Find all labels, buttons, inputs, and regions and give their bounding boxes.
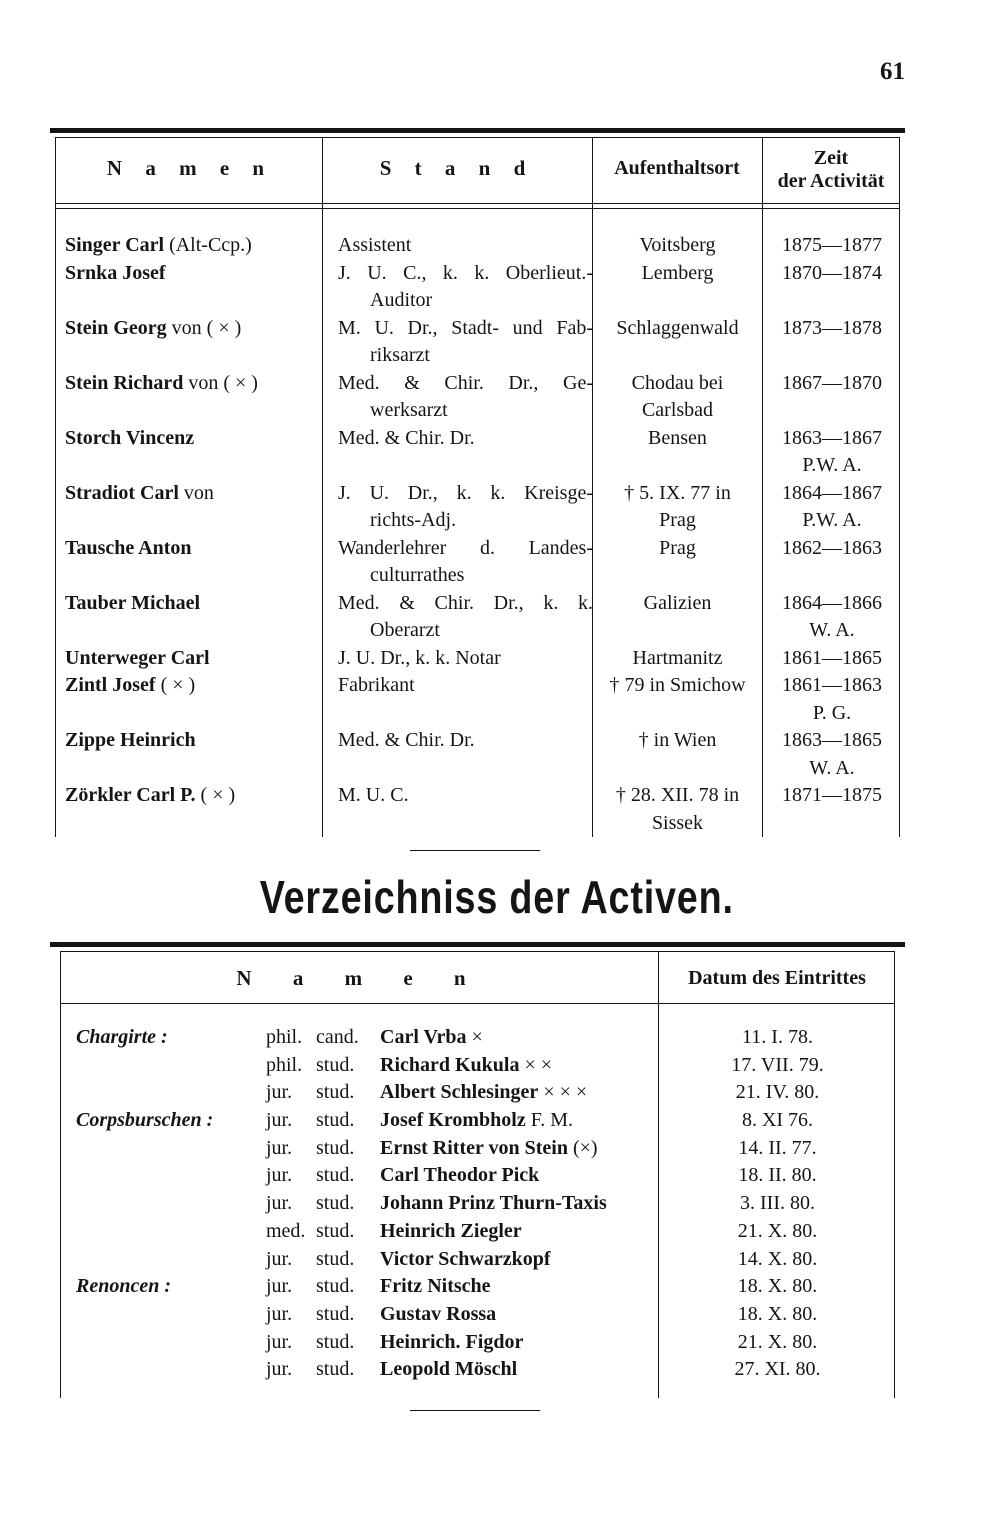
active-name-text: Carl Theodor Pick <box>380 1164 540 1187</box>
entry-date: 21. X. 80. <box>737 1219 818 1242</box>
active-name <box>380 1135 658 1163</box>
member-stand <box>338 645 593 673</box>
member-stand <box>338 480 593 535</box>
ort-line-1: Lemberg <box>641 261 714 284</box>
ort-line-2: Carlsbad <box>641 399 714 421</box>
study-level: stud. <box>316 1275 355 1298</box>
active-name <box>380 1024 658 1052</box>
member-name-text: Stein Richard <box>65 371 184 394</box>
entry-date: 27. XI. 80. <box>734 1358 821 1381</box>
table-row <box>60 1024 895 1052</box>
member-name-text: Srnka Josef <box>65 261 166 284</box>
zeit-line-1: 1861—1865 <box>782 646 882 669</box>
member-name <box>65 232 327 260</box>
stand-line-2: richts-Adj. <box>370 509 457 531</box>
table-row <box>60 1079 895 1107</box>
member-zeit <box>767 590 897 645</box>
member-name <box>65 645 327 673</box>
zeit-line-1: 1862—1863 <box>782 536 882 559</box>
header-namen: N a m e n <box>236 966 484 990</box>
member-name-text: Zörkler Carl P. <box>65 784 196 806</box>
active-name-text: Richard Kukula <box>380 1053 520 1076</box>
member-name <box>65 370 327 398</box>
member-zeit <box>767 315 897 343</box>
member-aufenthaltsort <box>595 782 760 837</box>
ort-line-1: † 5. IX. 77 in <box>624 481 731 504</box>
stand-line-1: Assistent <box>338 234 412 256</box>
table-row <box>55 425 900 480</box>
stand-line-1: J. U. Dr., k. k. Kreisge- <box>338 481 593 504</box>
zeit-line-2: W. A. <box>809 619 855 641</box>
member-name-suffix: von ( × ) <box>183 371 258 394</box>
entry-date: 11. I. 78. <box>742 1026 813 1048</box>
member-name-text: Stradiot Carl <box>65 481 179 504</box>
ort-line-1: Hartmanitz <box>632 646 723 669</box>
study-level: stud. <box>316 1136 355 1159</box>
member-name-text: Zippe Heinrich <box>65 729 196 751</box>
study-level: stud. <box>316 1109 355 1132</box>
faculty: jur. <box>266 1247 293 1270</box>
study-level: cand. <box>316 1026 359 1048</box>
header-namen: N a m e n <box>106 156 274 180</box>
study-level: stud. <box>316 1081 355 1104</box>
active-name <box>380 1356 658 1384</box>
table-row <box>55 370 900 425</box>
entry-date: 17. VII. 79. <box>731 1053 824 1076</box>
table-row <box>60 1246 895 1274</box>
faculty: jur. <box>266 1358 293 1381</box>
active-name-text: Leopold Möschl <box>380 1358 518 1381</box>
faculty: jur. <box>266 1136 293 1159</box>
faculty: jur. <box>266 1330 293 1353</box>
member-name-text: Unterweger Carl <box>65 646 210 669</box>
entry-date: 18. II. 80. <box>738 1164 817 1187</box>
page-number: 61 <box>880 58 905 85</box>
member-name-text: Singer Carl <box>65 234 165 256</box>
stand-line-1: J. U. Dr., k. k. Notar <box>338 646 501 669</box>
zeit-line-2: P. G. <box>812 701 852 724</box>
ort-line-1: † in Wien <box>638 729 717 751</box>
active-name <box>380 1246 658 1274</box>
entry-date: 18. X. 80. <box>737 1275 818 1298</box>
active-name-text: Heinrich. Figdor <box>380 1330 524 1353</box>
member-stand <box>338 425 593 453</box>
member-aufenthaltsort <box>595 727 760 755</box>
faculty: jur. <box>266 1081 293 1104</box>
table-row <box>60 1329 895 1357</box>
zeit-line-1: 1863—1867 <box>782 426 882 449</box>
header-stand: S t a n d <box>379 156 535 180</box>
active-name <box>380 1162 658 1190</box>
member-name <box>65 260 327 288</box>
member-name <box>65 535 327 563</box>
member-zeit <box>767 425 897 480</box>
stand-line-2: riksarzt <box>370 344 430 366</box>
active-name-text: Fritz Nitsche <box>380 1275 491 1298</box>
ort-line-1: Bensen <box>648 426 707 449</box>
entry-date: 21. X. 80. <box>737 1330 818 1353</box>
header-der-activitaet: der Activität <box>777 170 885 192</box>
faculty: jur. <box>266 1109 293 1132</box>
zeit-line-1: 1864—1867 <box>782 481 882 504</box>
active-name-text: Ernst Ritter von Stein <box>380 1136 568 1159</box>
active-name <box>380 1079 658 1107</box>
faculty: phil. <box>266 1026 303 1048</box>
stand-line-1: Wanderlehrer d. Landes- <box>338 536 593 559</box>
active-name-mark: F. M. <box>525 1109 574 1132</box>
stand-line-1: Med. & Chir. Dr. <box>338 426 475 449</box>
ort-line-1: Voitsberg <box>639 234 716 256</box>
member-stand <box>338 590 593 645</box>
member-aufenthaltsort <box>595 425 760 453</box>
active-name <box>380 1301 658 1329</box>
member-name <box>65 672 327 700</box>
member-aufenthaltsort <box>595 260 760 288</box>
table-row <box>55 480 900 535</box>
table-row <box>55 672 900 727</box>
active-name <box>380 1190 658 1218</box>
actives-table-body <box>60 1024 895 1384</box>
member-aufenthaltsort <box>595 535 760 563</box>
group-label: Corpsburschen : <box>76 1109 214 1132</box>
table-top-rule <box>50 942 905 947</box>
member-stand <box>338 672 593 700</box>
member-zeit <box>767 727 897 782</box>
table-row <box>55 535 900 590</box>
member-name-suffix: von <box>178 481 214 504</box>
active-name <box>380 1329 658 1357</box>
member-aufenthaltsort <box>595 480 760 535</box>
stand-line-2: werksarzt <box>370 399 448 421</box>
active-name-text: Carl Vrba <box>380 1026 467 1048</box>
study-level: stud. <box>316 1330 355 1353</box>
stand-line-1: M. U. C. <box>338 784 409 806</box>
active-name-text: Josef Krombholz <box>380 1109 526 1132</box>
stand-line-1: J. U. C., k. k. Oberlieut.- <box>338 261 593 284</box>
ort-line-1: Chodau bei <box>631 371 724 394</box>
member-aufenthaltsort <box>595 590 760 618</box>
active-name-mark: (×) <box>567 1136 598 1159</box>
entry-date: 14. X. 80. <box>737 1247 818 1270</box>
study-level: stud. <box>316 1219 355 1242</box>
header-top-rule <box>60 951 895 952</box>
member-stand <box>338 232 593 260</box>
table-row <box>60 1107 895 1135</box>
table-row <box>55 645 900 673</box>
member-zeit <box>767 370 897 398</box>
separator-rule <box>410 850 540 851</box>
stand-line-1: Med. & Chir. Dr., Ge- <box>338 371 593 394</box>
member-zeit <box>767 672 897 727</box>
active-name <box>380 1052 658 1080</box>
active-name-text: Heinrich Ziegler <box>380 1219 522 1242</box>
section-title: Verzeichniss der Activen. <box>259 871 734 923</box>
ort-line-1: † 79 in Smichow <box>609 674 746 696</box>
member-stand <box>338 535 593 590</box>
stand-line-1: Fabrikant <box>338 674 415 696</box>
table-row <box>60 1301 895 1329</box>
stand-line-1: M. U. Dr., Stadt- und Fab- <box>338 316 593 339</box>
faculty: jur. <box>266 1192 293 1215</box>
member-zeit <box>767 232 897 260</box>
member-zeit <box>767 535 897 563</box>
member-name <box>65 315 327 343</box>
member-name <box>65 727 327 755</box>
header-zeit: Zeit <box>813 147 849 169</box>
member-stand <box>338 370 593 425</box>
table-row <box>60 1052 895 1080</box>
stand-line-1: Med. & Chir. Dr. <box>338 729 475 751</box>
member-aufenthaltsort <box>595 672 760 700</box>
member-name-suffix: ( × ) <box>195 784 236 806</box>
study-level: stud. <box>316 1053 355 1076</box>
member-name-text: Stein Georg <box>65 316 167 339</box>
zeit-line-2: P.W. A. <box>802 509 862 531</box>
zeit-line-1: 1863—1865 <box>782 729 882 751</box>
zeit-line-1: 1871—1875 <box>782 784 882 806</box>
member-name-suffix: ( × ) <box>155 674 196 696</box>
ort-line-2: Prag <box>659 509 696 531</box>
member-aufenthaltsort <box>595 645 760 673</box>
active-name-mark: × <box>466 1026 483 1048</box>
stand-line-1: Med. & Chir. Dr., k. k. <box>338 591 593 614</box>
entry-date: 14. II. 77. <box>738 1136 817 1159</box>
study-level: stud. <box>316 1192 355 1215</box>
member-name-text: Storch Vincenz <box>65 426 195 449</box>
table-row <box>55 315 900 370</box>
member-stand <box>338 782 593 810</box>
zeit-line-1: 1864—1866 <box>782 591 882 614</box>
entry-date: 21. IV. 80. <box>735 1081 820 1104</box>
separator-rule <box>410 1410 540 1411</box>
ort-line-2: Sissek <box>651 811 704 834</box>
zeit-line-1: 1873—1878 <box>782 316 882 339</box>
member-zeit <box>767 645 897 673</box>
member-zeit <box>767 260 897 288</box>
faculty: jur. <box>266 1275 293 1298</box>
member-zeit <box>767 782 897 810</box>
member-zeit <box>767 480 897 535</box>
table-row <box>60 1135 895 1163</box>
zeit-line-1: 1870—1874 <box>782 261 882 284</box>
entry-date: 8. XI 76. <box>741 1109 814 1132</box>
active-name-text: Victor Schwarzkopf <box>380 1247 551 1270</box>
table-row <box>55 782 900 837</box>
zeit-line-2: W. A. <box>809 756 855 779</box>
ort-line-1: Prag <box>659 536 696 559</box>
member-name <box>65 782 327 810</box>
active-name <box>380 1273 658 1301</box>
stand-line-2: Oberarzt <box>370 619 440 641</box>
member-aufenthaltsort <box>595 370 760 425</box>
active-name-text: Johann Prinz Thurn-Taxis <box>380 1192 607 1215</box>
header-datum-des-eintrittes: Datum des Eintrittes <box>688 967 866 989</box>
table-row <box>55 590 900 645</box>
member-name-suffix: (Alt-Ccp.) <box>164 234 252 256</box>
faculty: phil. <box>266 1053 303 1076</box>
member-name <box>65 590 327 618</box>
ort-line-1: Schlaggenwald <box>616 316 739 339</box>
table-row <box>60 1273 895 1301</box>
active-name-text: Albert Schlesinger <box>380 1081 539 1104</box>
table-row <box>60 1162 895 1190</box>
zeit-line-1: 1861—1863 <box>782 674 882 696</box>
table-top-rule <box>50 128 905 133</box>
member-name <box>65 480 327 508</box>
stand-line-2: culturrathes <box>370 564 465 586</box>
table-row <box>55 232 900 260</box>
zeit-line-1: 1867—1870 <box>782 371 882 394</box>
table-row <box>55 260 900 315</box>
table-row <box>60 1190 895 1218</box>
faculty: jur. <box>266 1164 293 1187</box>
table-row <box>60 1218 895 1246</box>
header-bottom-rule <box>60 1003 895 1004</box>
member-aufenthaltsort <box>595 315 760 343</box>
group-label: Chargirte : <box>76 1026 168 1048</box>
members-table-body <box>55 232 900 837</box>
zeit-line-1: 1875—1877 <box>782 234 882 256</box>
active-name-text: Gustav Rossa <box>380 1302 497 1325</box>
header-bottom-rule <box>55 203 900 204</box>
ort-line-1: † 28. XII. 78 in <box>615 784 740 806</box>
active-name <box>380 1218 658 1246</box>
study-level: stud. <box>316 1164 355 1187</box>
table-row <box>55 727 900 782</box>
faculty: jur. <box>266 1302 293 1325</box>
stand-line-2: Auditor <box>370 289 433 311</box>
header-top-rule <box>55 137 900 138</box>
active-name <box>380 1107 658 1135</box>
member-name-text: Tausche Anton <box>65 536 192 559</box>
table-row <box>60 1356 895 1384</box>
group-label: Renoncen : <box>76 1275 171 1298</box>
member-name-suffix: von ( × ) <box>166 316 242 339</box>
active-name-mark: × × <box>519 1053 553 1076</box>
study-level: stud. <box>316 1247 355 1270</box>
member-stand <box>338 260 593 315</box>
entry-date: 3. III. 80. <box>740 1192 815 1215</box>
header-bottom-rule-2 <box>55 208 900 209</box>
entry-date: 18. X. 80. <box>737 1302 818 1325</box>
study-level: stud. <box>316 1302 355 1325</box>
member-name <box>65 425 327 453</box>
faculty: med. <box>266 1219 306 1242</box>
member-aufenthaltsort <box>595 232 760 260</box>
member-name-text: Zintl Josef <box>65 674 156 696</box>
ort-line-1: Galizien <box>643 591 712 614</box>
member-name-text: Tauber Michael <box>65 591 201 614</box>
member-stand <box>338 315 593 370</box>
active-name-mark: × × × <box>538 1081 588 1104</box>
zeit-line-2: P.W. A. <box>802 454 862 476</box>
study-level: stud. <box>316 1358 355 1381</box>
header-aufenthaltsort: Aufenthaltsort <box>614 157 740 179</box>
member-stand <box>338 727 593 755</box>
